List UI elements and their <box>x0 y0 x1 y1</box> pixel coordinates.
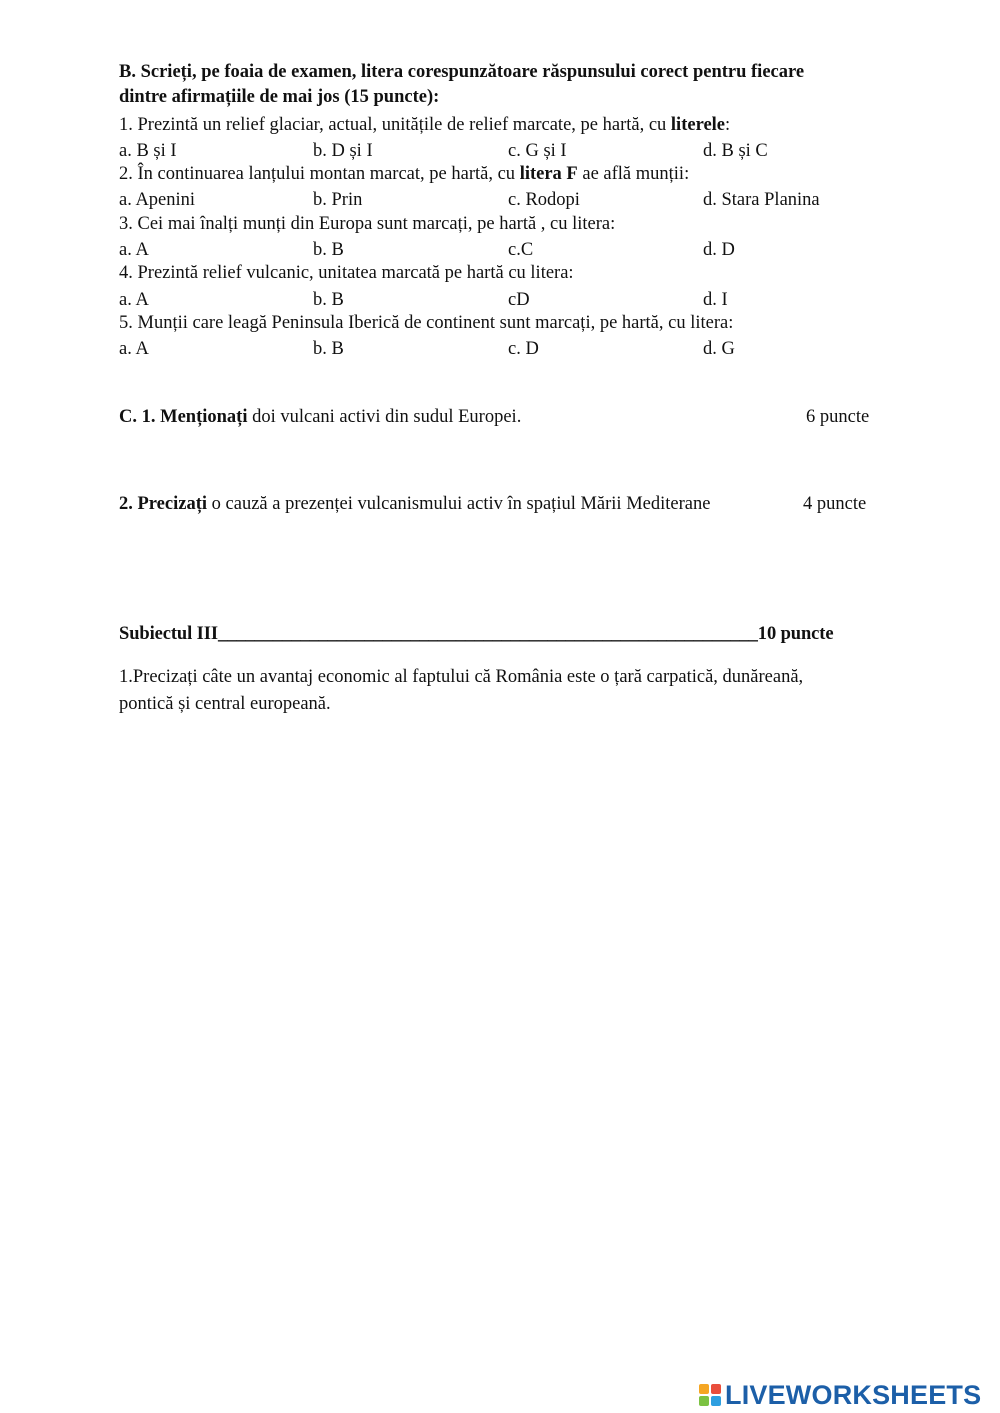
option-b: b. B <box>313 240 344 260</box>
option-c: c. G și I <box>508 141 567 161</box>
subject-iii-question-1-line2: pontică și central europeană. <box>119 694 331 714</box>
option-b: b. B <box>313 290 344 310</box>
question-2-options <box>119 188 879 212</box>
option-c: c. Rodopi <box>508 190 580 210</box>
option-b: b. B <box>313 339 344 359</box>
question-5-text: 5. Munții care leagă Peninsula Iberică de continent sunt marcați, pe hartă, cu litera: <box>119 313 734 333</box>
option-c: c.C <box>508 240 534 260</box>
section-c-question-2 <box>119 492 710 516</box>
option-d: d. I <box>703 290 728 310</box>
question-2-text: 2. În continuarea lanțului montan marcat, pe hartă, cu <box>119 164 520 184</box>
question-2 <box>119 162 689 186</box>
option-d: d. Stara Planina <box>703 190 820 210</box>
question-1-text-end: : <box>725 115 731 135</box>
option-d: d. B și C <box>703 141 768 161</box>
section-c-question-1 <box>119 405 521 429</box>
question-4-text: 4. Prezintă relief vulcanic, unitatea marcată pe hartă cu litera: <box>119 263 574 283</box>
question-1-options <box>119 139 879 163</box>
section-b-header-line2: dintre afirmațiile de mai jos (15 puncte): <box>119 87 440 107</box>
option-a: a. A <box>119 339 149 359</box>
logo-square-red <box>711 1384 721 1394</box>
question-2-text-end: ae află munții: <box>577 164 690 184</box>
option-a: a. A <box>119 290 149 310</box>
question-1-bold: literele <box>670 115 726 135</box>
logo-square-green <box>699 1396 709 1406</box>
question-1 <box>119 113 730 137</box>
liveworksheets-logo-icon <box>699 1384 721 1406</box>
subject-iii-question-1-line1: 1.Precizați câte un avantaj economic al faptului că România este o țară carpatică, dunăreană, <box>119 667 804 687</box>
option-a: a. Apenini <box>119 190 196 210</box>
option-c: c. D <box>508 339 539 359</box>
section-c-question-2-text: o cauză a prezenței vulcanismului activ în spațiul Mării Mediterane <box>207 494 711 514</box>
logo-square-orange <box>699 1384 709 1394</box>
question-5-options <box>119 337 879 361</box>
liveworksheets-logo <box>699 1380 981 1410</box>
liveworksheets-logo-text: LIVEWORKSHEETS <box>725 1379 982 1410</box>
question-3-text: 3. Cei mai înalți munți din Europa sunt marcați, pe hartă , cu litera: <box>119 214 616 234</box>
section-c-question-1-points: 6 puncte <box>806 407 870 427</box>
question-1-text: 1. Prezintă un relief glaciar, actual, unitățile de relief marcate, pe hartă, cu <box>119 115 671 135</box>
section-b-header-line1: B. Scrieți, pe foaia de examen, litera corespunzătoare răspunsului corect pentru fiecare <box>119 62 805 82</box>
option-c: cD <box>508 290 530 310</box>
section-c-question-2-bold: 2. Precizați <box>119 494 208 514</box>
subject-iii-title: Subiectul III___________________________________________________________10 puncte <box>119 624 834 644</box>
section-c-question-2-points: 4 puncte <box>803 494 867 514</box>
option-b: b. D și I <box>313 141 373 161</box>
option-d: d. D <box>703 240 735 260</box>
option-b: b. Prin <box>313 190 363 210</box>
question-2-bold: litera F <box>519 164 578 184</box>
option-d: d. G <box>703 339 735 359</box>
section-c-question-1-text: doi vulcani activi din sudul Europei. <box>247 407 522 427</box>
option-a: a. A <box>119 240 149 260</box>
logo-square-blue <box>711 1396 721 1406</box>
section-c-question-1-bold: C. 1. Menționați <box>119 407 248 427</box>
question-4-options <box>119 288 879 312</box>
option-a: a. B și I <box>119 141 177 161</box>
question-3-options <box>119 238 879 262</box>
